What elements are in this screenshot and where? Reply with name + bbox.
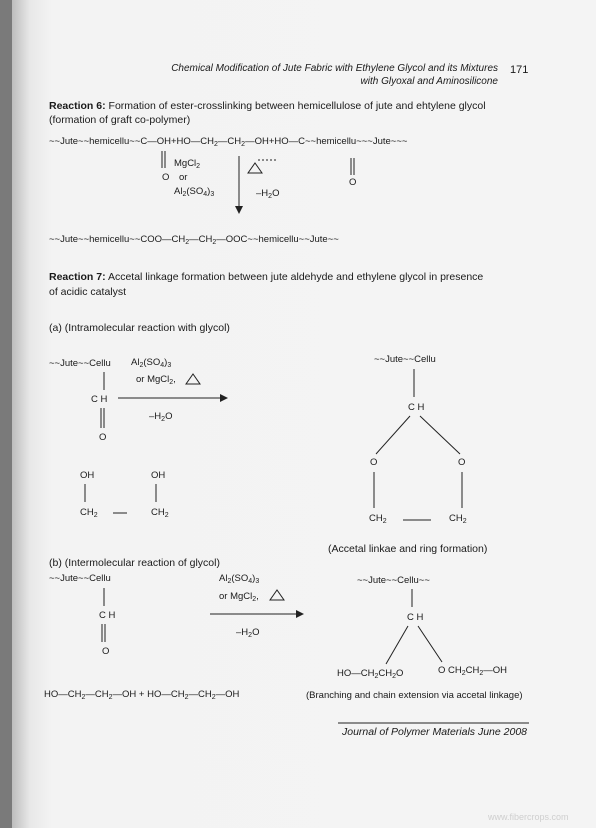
part-a-ch2-1: $CH_2$ (80, 507, 98, 519)
part-b-ch: C H (99, 610, 116, 621)
journal-footer: Journal of Polymer Materials June 2008 (342, 726, 528, 738)
part-b-minus-h2o: $-H_2O$ (236, 627, 260, 639)
part-a-caption: (Accetal linkae and ring formation) (328, 543, 488, 555)
part-a-ch2-2: $CH_2$ (151, 507, 169, 519)
part-b-prod-jute: ~~Jute~~Cellu~~ (357, 575, 430, 586)
reaction7-label: Reaction 7: (49, 271, 106, 283)
part-a-prod-jute: ~~Jute~~Cellu (374, 354, 436, 365)
part-a-prod-ch: C H (408, 402, 425, 413)
part-a-prod-ch2-1: $CH_2$ (369, 513, 387, 525)
part-a-title: (a) (Intramolecular reaction with glycol) (49, 322, 230, 334)
reaction6-o-left: O (162, 172, 170, 183)
reaction6-cat2: $Al_2(SO_4)_3$ (174, 186, 215, 198)
part-b-cat1: $Al_2(SO_4)_3$ (219, 573, 260, 585)
pb-prod-bond-left (386, 626, 408, 664)
part-b-caption: (Branching and chain extension via accetal linkage) (306, 690, 523, 701)
part-a-prod-o1: O (370, 457, 378, 468)
part-a-oh2: OH (151, 470, 166, 481)
pa-prod-bond-left (376, 416, 410, 454)
page-number: 171 (510, 64, 529, 76)
reaction6-label: Reaction 6: (49, 100, 106, 112)
reaction7-title: Accetal linkage formation between jute aldehyde and ethylene glycol in presence (107, 271, 484, 283)
part-b-prod-left: $HO—CH_2CH_2O$ (337, 668, 404, 680)
reaction6-o-right: O (349, 177, 357, 188)
part-a-prod-ch2-2: $CH_2$ (449, 513, 467, 525)
pa-arrow-head (220, 394, 228, 402)
part-a-prod-o2: O (458, 457, 466, 468)
part-b-cat2: or MgCl$_2$, (219, 591, 259, 603)
r6-heat-triangle (248, 163, 262, 173)
reaction6-title: Formation of ester-crosslinking between hemicellulose of jute and ehtylene glycol (108, 100, 486, 112)
reaction6-minus-h2o: $-H_2O$ (256, 188, 280, 200)
reaction6-subtitle: (formation of graft co-polymer) (49, 114, 191, 126)
part-a-minus-h2o: $-H_2O$ (149, 411, 173, 423)
header-line-2: with Glyoxal and Aminosilicone (360, 76, 498, 87)
pa-prod-bond-right (420, 416, 460, 454)
part-b-title: (b) (Intermolecular reaction of glycol) (49, 557, 220, 569)
part-a-jute-cellu: ~~Jute~~Cellu (49, 358, 111, 369)
reaction6-or: or (179, 172, 188, 183)
part-b-prod-ch: C H (407, 612, 424, 623)
part-a-cat1: $Al_2(SO_4)_3$ (131, 357, 172, 369)
part-a-oh1: OH (80, 470, 95, 481)
reaction6-reactants: $\sim\sim Jute\sim\sim hemicellu\sim\sim C—OH+HO—CH_2—CH_2—OH+HO—C\sim\sim hemicellu\sim\sim\sim Jute\sim\sim\sim$ (49, 136, 408, 148)
header-line-1: Chemical Modification of Jute Fabric with Ethylene Glycol and its Mixtures (171, 63, 498, 74)
r6-arrow-head (235, 206, 243, 214)
part-a-o: O (99, 432, 107, 443)
pb-arrow-head (296, 610, 304, 618)
part-a-cat2: or MgCl$_2$, (136, 374, 176, 386)
part-a-ch: C H (91, 394, 108, 405)
pb-prod-bond-right (418, 626, 442, 662)
pb-heat-triangle (270, 590, 284, 600)
watermark: www.fibercrops.com (488, 812, 569, 822)
part-b-prod-right: O $CH_2CH_2—OH$ (438, 665, 508, 677)
reaction7-subtitle: of acidic catalyst (49, 286, 127, 298)
pa-heat-triangle (186, 374, 200, 384)
reaction6-cat1: MgCl$_2$ (174, 158, 201, 170)
part-b-o: O (102, 646, 110, 657)
reaction6-product: $\sim\sim Jute\sim\sim hemicellu\sim\sim COO—CH_2—CH_2—OOC\sim\sim hemicellu\sim\sim Jute\sim\sim$ (49, 234, 339, 246)
part-b-glycol-line: $HO—CH_2—CH_2—OH$ + $HO—CH_2—CH_2—OH$ (44, 689, 240, 701)
part-b-jute-cellu: ~~Jute~~Cellu (49, 573, 111, 584)
